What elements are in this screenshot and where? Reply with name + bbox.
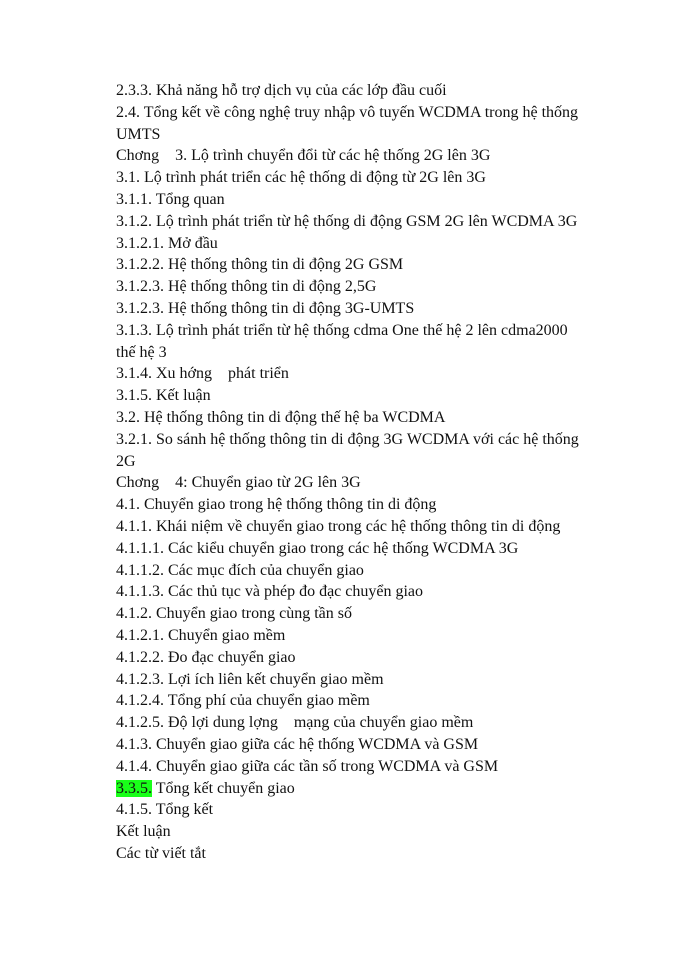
toc-line: 4.1.2.4. Tổng phí của chuyển giao mềm [116, 692, 370, 710]
toc-line: 4.1. Chuyển giao trong hệ thống thông tin di động [116, 496, 437, 514]
toc-line: 3.1.4. Xu hớng phát triển [116, 365, 289, 383]
toc-line: 3.1. Lộ trình phát triển các hệ thống di động từ 2G lên 3G [116, 169, 486, 187]
toc-line: 3.2. Hệ thống thông tin di động thế hệ ba WCDMA [116, 408, 446, 426]
toc-line: 4.1.1. Khái niệm về chuyển giao trong các hệ thống thông tin di động [116, 517, 561, 535]
highlighted-toc-line [116, 778, 676, 800]
toc-line: 3.1.2.2. Hệ thống thông tin di động 2G GSM [116, 256, 404, 274]
toc-line: 4.1.4. Chuyển giao giữa các tần số trong WCDMA và GSM [116, 757, 499, 775]
toc-line: 4.1.2.2. Đo đạc chuyển giao [116, 648, 296, 666]
toc-line: 4.1.2. Chuyển giao trong cùng tần số [116, 605, 352, 623]
toc-line: 3.1.2.3. Hệ thống thông tin di động 2,5G [116, 278, 377, 296]
toc-line: 2.4. Tổng kết về công nghệ truy nhập vô tuyến WCDMA trong hệ thống [116, 103, 579, 121]
toc-line: 4.1.3. Chuyển giao giữa các hệ thống WCDMA và GSM [116, 735, 479, 753]
toc-line: 2.3.3. Khả năng hỗ trợ dịch vụ của các lớp đầu cuối [116, 82, 447, 99]
toc-line: 4.1.2.1. Chuyển giao mềm [116, 626, 286, 644]
toc-line: 2G [116, 452, 136, 470]
toc-line: 4.1.1.3. Các thủ tục và phép đo đạc chuyển giao [116, 583, 424, 601]
toc-line: 4.1.2.5. Độ lợi dung lợng mạng của chuyển giao mềm [116, 714, 474, 732]
toc-line: 3.1.2.3. Hệ thống thông tin di động 3G-UMTS [116, 299, 415, 317]
toc-line: 4.1.5. Tổng kết [116, 801, 214, 819]
toc-line: 4.1.1.2. Các mục đích của chuyển giao [116, 561, 364, 579]
toc-line: 4.1.1.1. Các kiểu chuyển giao trong các hệ thống WCDMA 3G [116, 539, 519, 557]
highlighted-section-title: Tổng kết chuyển giao [152, 779, 295, 797]
chapter-heading: Chơng 3. Lộ trình chuyển đổi từ các hệ thống 2G lên 3G [116, 147, 491, 165]
toc-line: thế hệ 3 [116, 343, 167, 361]
toc-line: 3.1.1. Tổng quan [116, 190, 225, 208]
conclusion-heading: Kết luận [116, 823, 171, 841]
toc-line: 3.2.1. So sánh hệ thống thông tin di động 3G WCDMA với các hệ thống [116, 430, 579, 448]
toc-line: 4.1.2.3. Lợi ích liên kết chuyển giao mềm [116, 670, 384, 688]
highlighted-section-number: 3.3.5. [116, 779, 152, 797]
toc-line: 3.1.2. Lộ trình phát triển từ hệ thống di động GSM 2G lên WCDMA 3G [116, 212, 578, 230]
toc-page [116, 80, 676, 865]
abbreviations-heading: Các từ viết tắt [116, 844, 206, 862]
toc-line: 3.1.5. Kết luận [116, 387, 211, 405]
toc-line: 3.1.2.1. Mở đầu [116, 234, 218, 252]
toc-line: UMTS [116, 125, 161, 143]
chapter-heading: Chơng 4: Chuyển giao từ 2G lên 3G [116, 474, 361, 492]
toc-line: 3.1.3. Lộ trình phát triển từ hệ thống cdma One thế hệ 2 lên cdma2000 [116, 321, 568, 339]
